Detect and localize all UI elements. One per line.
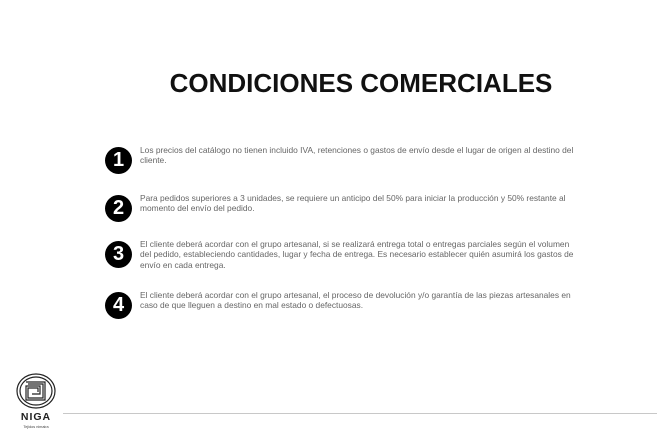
number-badge: 2 xyxy=(105,195,132,222)
condition-text: El cliente deberá acordar con el grupo artesanal, si se realizará entrega total o entregas parciales según el volumen del pedido, estableciendo cantidades, lugar y fecha de entrega. Es necesario establecer quién asumirá los gastos de envío en cada entrega. xyxy=(140,239,574,270)
condition-text: El cliente deberá acordar con el grupo artesanal, el proceso de devolución y/o garantía de las piezas artesanales en caso de que lleguen a destino en mal estado o defectuosas. xyxy=(140,290,571,311)
condition-item-2 xyxy=(105,193,575,222)
number-badge: 4 xyxy=(105,292,132,319)
condition-item-4 xyxy=(105,290,575,319)
footer-divider xyxy=(63,413,657,414)
condition-item-3 xyxy=(105,239,575,270)
logo-tagline: Tejidos nimaira xyxy=(23,425,49,429)
condition-text: Los precios del catálogo no tienen incluido IVA, retenciones o gastos de envío desde el lugar de origen al destino del cliente. xyxy=(140,145,574,166)
page-title: CONDICIONES COMERCIALES xyxy=(169,68,553,98)
number-badge: 3 xyxy=(105,241,132,268)
logo-name: NIGA xyxy=(20,411,52,423)
brand-logo xyxy=(14,372,64,436)
number-badge: 1 xyxy=(105,147,132,174)
condition-item-1 xyxy=(105,145,575,174)
condition-text: Para pedidos superiores a 3 unidades, se requiere un anticipo del 50% para iniciar la producción y 50% restante al momento del envío del pedido. xyxy=(140,193,566,214)
niga-logo-icon xyxy=(14,372,58,410)
